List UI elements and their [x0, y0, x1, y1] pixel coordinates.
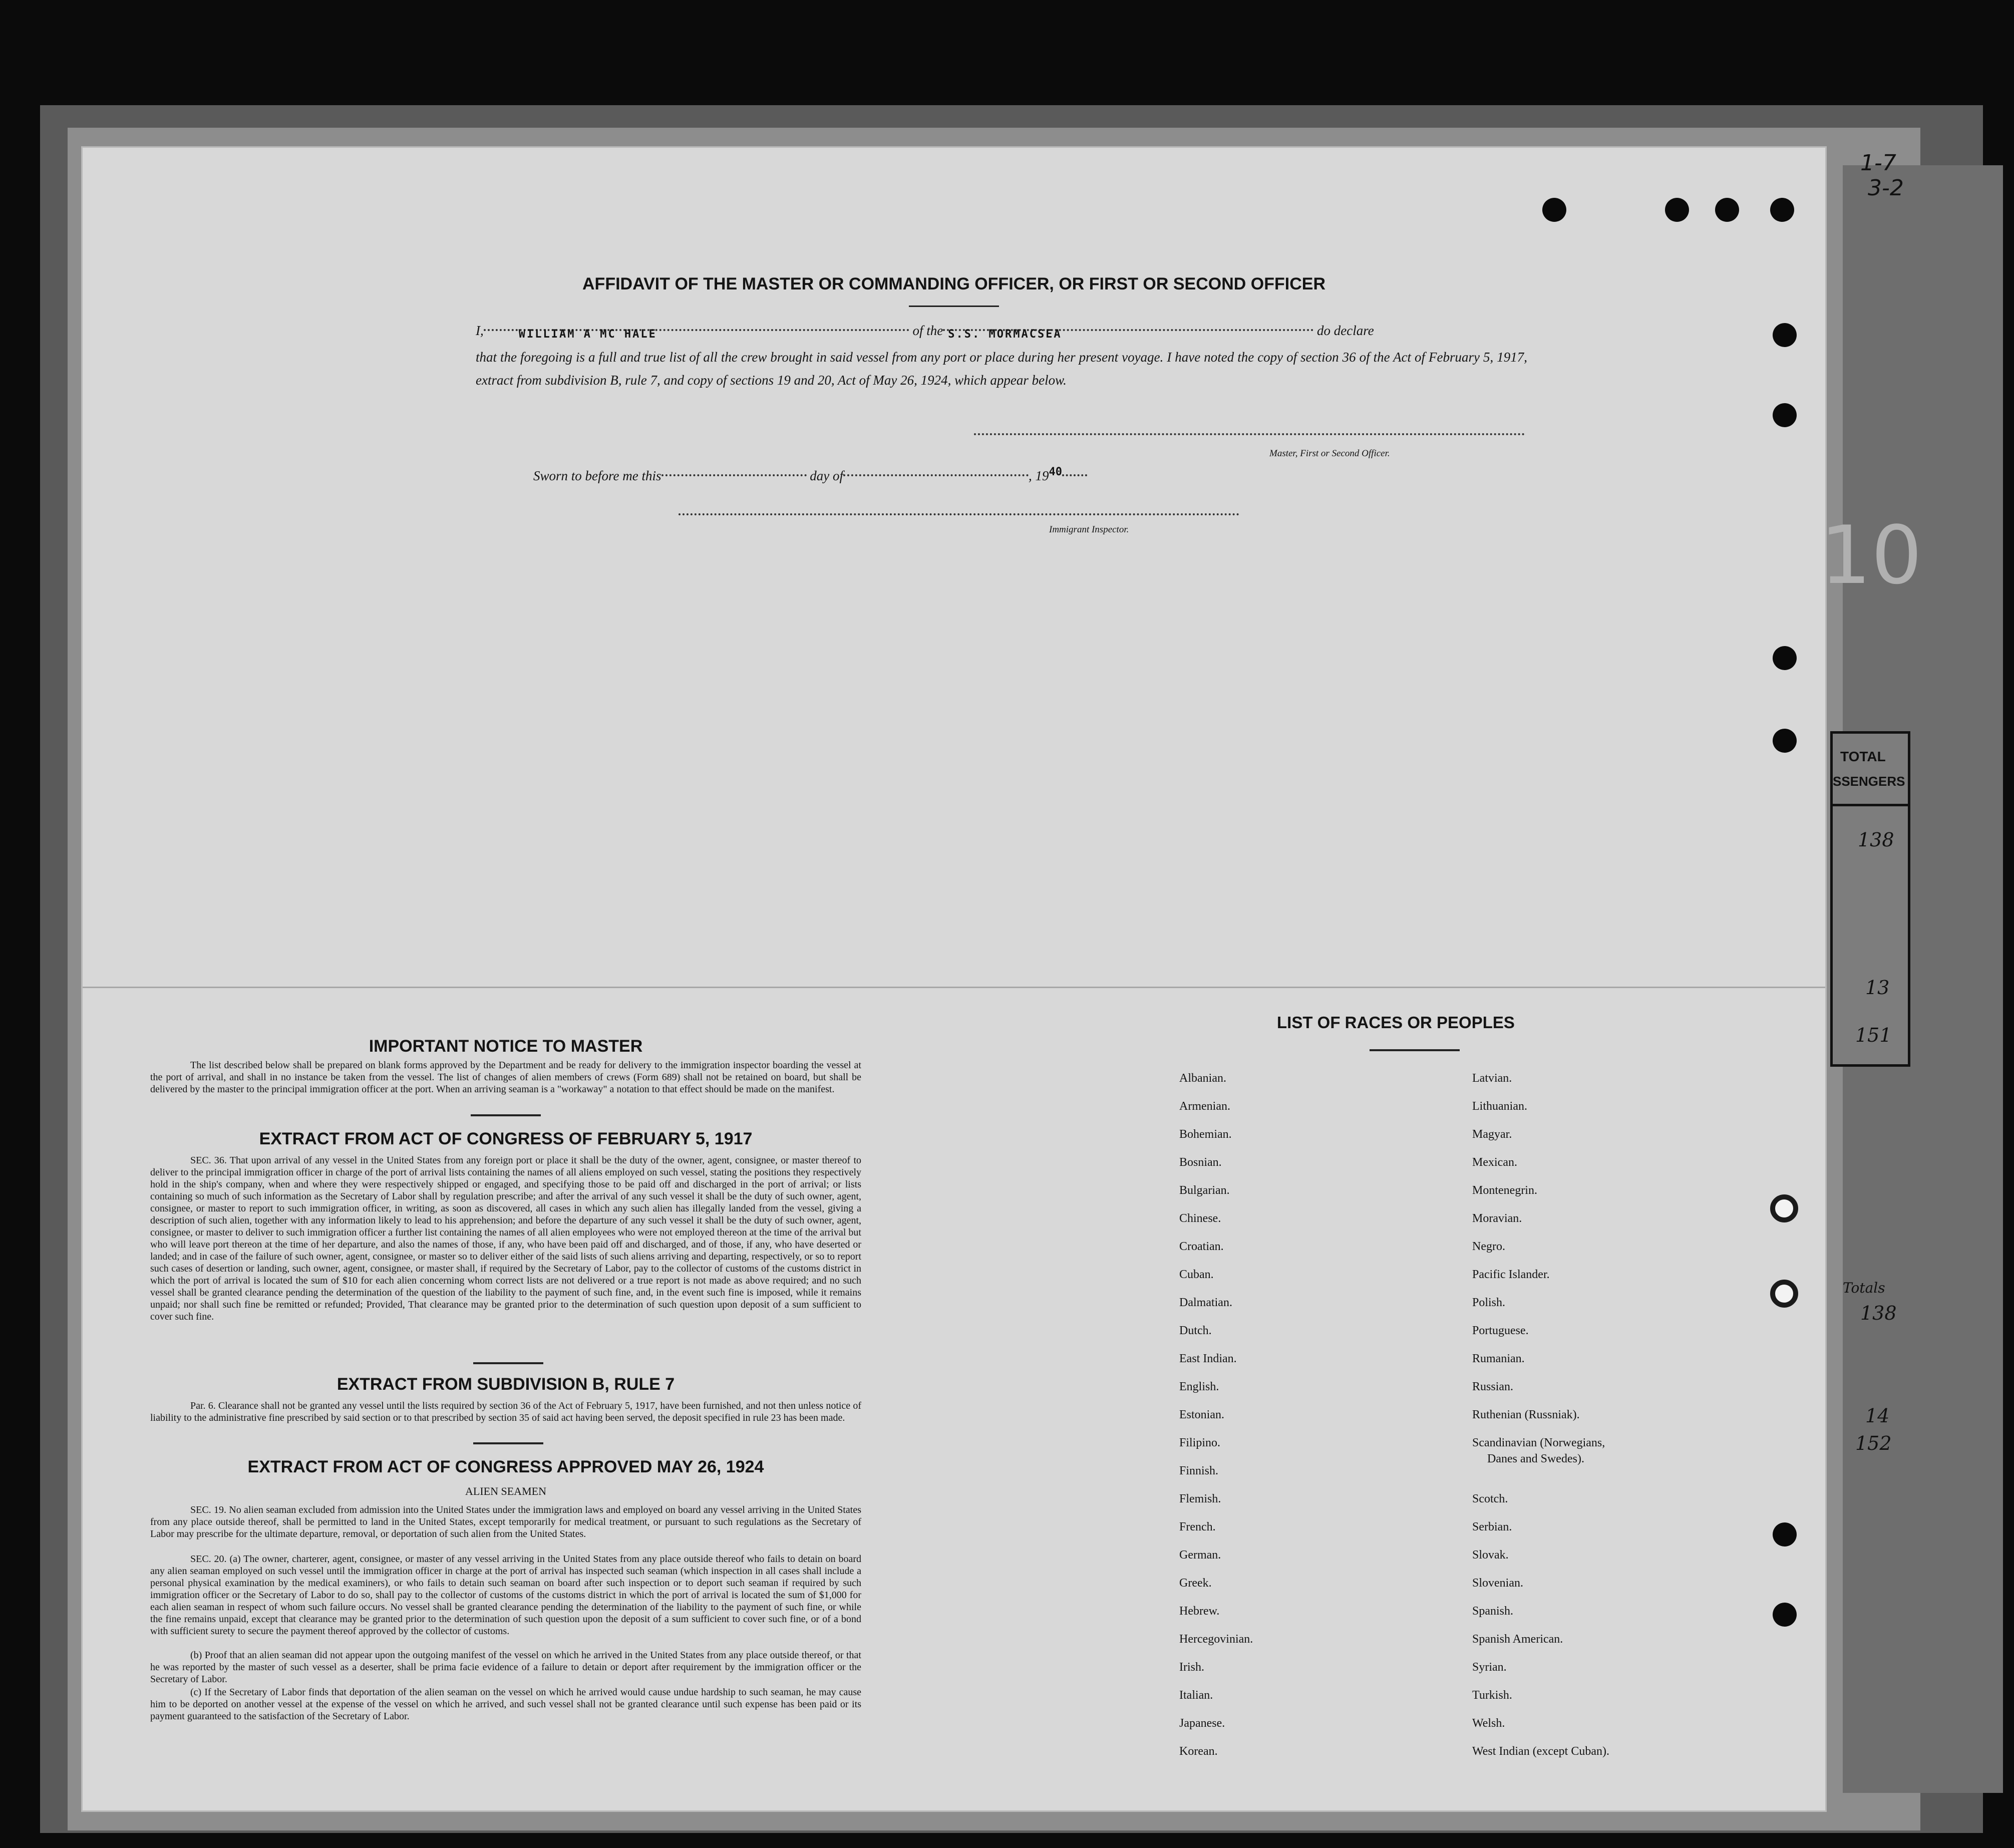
race-right-23: West Indian (except Cuban). — [1472, 1745, 1609, 1758]
inspector-caption: Immigrant Inspector. — [1049, 524, 1129, 535]
race-left-9: Dutch. — [1179, 1324, 1212, 1337]
race-right-17: Slovenian. — [1472, 1577, 1523, 1590]
vessel-name: S.S. MORMACSEA — [948, 328, 1062, 341]
title-rule — [909, 305, 999, 307]
punch-hole-ring — [1770, 1280, 1798, 1308]
inspector-signature-line — [679, 513, 1239, 515]
day-of-label: day of — [810, 468, 843, 483]
race-right-0: Latvian. — [1472, 1072, 1512, 1085]
race-right-8: Polish. — [1472, 1296, 1506, 1309]
race-right-5: Moravian. — [1472, 1212, 1522, 1225]
race-left-2: Bohemian. — [1179, 1128, 1232, 1141]
total-value-3: 151 — [1855, 1024, 1892, 1046]
sworn-line: Sworn to before me this day of , $19^{40}$ — [533, 468, 1284, 484]
race-right-9: Portuguese. — [1472, 1324, 1529, 1337]
race-right-19: Spanish American. — [1472, 1633, 1563, 1646]
notice-text: The list described below shall be prepared on blank forms approved by the Department and be ready for delivery to the immigration inspector boarding the vessel at the port of arrival, and shall in no instance be taken from the vessel. The list of changes of alien members of crews (Form 689) shall not be retained on board, but shall be delivered by the master to the principal immigration officer at the port. When an arriving seaman is a "workaway" a notation to that effect should be made on the manifest. — [150, 1060, 861, 1095]
race-left-10: East Indian. — [1179, 1352, 1237, 1365]
race-right-14: Scotch. — [1472, 1492, 1508, 1505]
do-declare-label: do declare — [1317, 323, 1374, 338]
page-fold-line — [83, 987, 1825, 988]
race-left-13: Filipino. — [1179, 1436, 1221, 1449]
race-left-12: Estonian. — [1179, 1408, 1224, 1421]
extract-rule7-text: Par. 6. Clearance shall not be granted any vessel until the lists required by section 36 of the Act of February 5, 1917, have been furnished, and not then unless notice of liability to the administrative fine prescribed by said section or to that prescribed by section 35 of said act having been served, the deposit specified in rule 23 has been made. — [150, 1400, 861, 1423]
faint-number: 10 — [1820, 508, 1922, 602]
race-left-3: Bosnian. — [1179, 1156, 1222, 1169]
race-left-20: Hercegovinian. — [1179, 1633, 1253, 1646]
punch-hole — [1773, 729, 1797, 753]
race-left-21: Irish. — [1179, 1661, 1204, 1674]
race-right-20: Syrian. — [1472, 1661, 1507, 1674]
declaration-line — [476, 323, 1527, 339]
race-left-23: Japanese. — [1179, 1717, 1225, 1730]
totals-header-2: SSENGERS — [1833, 774, 1905, 789]
race-right-15: Serbian. — [1472, 1520, 1512, 1533]
race-left-18: Greek. — [1179, 1577, 1212, 1590]
total-value-4: 138 — [1860, 1302, 1897, 1324]
year-suffix: 40 — [1049, 466, 1062, 478]
race-left-19: Hebrew. — [1179, 1605, 1220, 1618]
race-right-4: Montenegrin. — [1472, 1184, 1537, 1197]
punch-hole — [1773, 1603, 1797, 1627]
sworn-label: Sworn to before me this — [533, 468, 661, 483]
punch-hole — [1715, 198, 1739, 222]
extract-1924-title: EXTRACT FROM ACT OF CONGRESS APPROVED MAY 26, 1924 — [247, 1457, 764, 1476]
race-right-10: Rumanian. — [1472, 1352, 1525, 1365]
section-rule — [473, 1362, 543, 1364]
races-title-rule — [1370, 1049, 1460, 1051]
corner-mark-bottom: 3-2 — [1868, 175, 1904, 201]
race-left-7: Cuban. — [1179, 1268, 1214, 1281]
race-left-16: French. — [1179, 1520, 1216, 1533]
totals-box — [1830, 731, 1910, 1067]
alien-seamen-subtitle: ALIEN SEAMEN — [465, 1485, 546, 1497]
total-value-2: 13 — [1865, 977, 1890, 999]
races-title: LIST OF RACES OR PEOPLES — [1277, 1013, 1515, 1032]
punch-hole-ring — [1770, 1194, 1798, 1222]
race-right-3: Mexican. — [1472, 1156, 1517, 1169]
section-rule — [473, 1442, 543, 1444]
i-label: I, — [476, 323, 484, 338]
affidavit-body: that the foregoing is a full and true list of all the crew brought in said vessel from any port or place during her present voyage. I have noted the copy of section 36 of the Act of February 5, 1917, extract from subdivision B, rule 7, and copy of sections 19 and 20, Act of May 26, 1924, which appear below. — [476, 350, 1527, 388]
extract-1924-sec20b: (b) Proof that an alien seaman did not appear upon the outgoing manifest of the vessel on which he arrived in the United States from any place outside thereof, or that he was reported by the master of such vessel as a deserter, shall be prima facie evidence of a failure to detain or deport after requirement by the immigration officer or the Secretary of Labor. — [150, 1650, 861, 1685]
race-left-1: Armenian. — [1179, 1100, 1230, 1113]
race-left-22: Italian. — [1179, 1689, 1213, 1702]
race-left-11: English. — [1179, 1380, 1219, 1393]
race-left-15: Flemish. — [1179, 1492, 1221, 1505]
affidavit-title: AFFIDAVIT OF THE MASTER OR COMMANDING OFFICER, OR FIRST OR SECOND OFFICER — [582, 274, 1325, 293]
punch-hole — [1542, 198, 1566, 222]
race-left-0: Albanian. — [1179, 1072, 1226, 1085]
extract-1924-sec20c: (c) If the Secretary of Labor finds that deportation of the alien seaman on the vessel on which he arrived would cause undue hardship to such seaman, he may cause him to be deported on another vessel at the expense of the vessel on which he arrived, and such vessel shall not be granted clearance until such expense has been paid or its payment guaranteed to the satisfaction of the Secretary of Labor. — [150, 1687, 861, 1722]
race-right-22: Welsh. — [1472, 1717, 1505, 1730]
race-right-21: Turkish. — [1472, 1689, 1512, 1702]
race-left-8: Dalmatian. — [1179, 1296, 1232, 1309]
punch-hole — [1773, 323, 1797, 347]
race-right-2: Magyar. — [1472, 1128, 1512, 1141]
extract-1917-text: SEC. 36. That upon arrival of any vessel in the United States from any foreign port or place it shall be the duty of the owner, agent, consignee, or master thereof to deliver to the principal immigration officer in charge of the port of arrival lists containing the names of all aliens employed on such vessel, stating the positions they respectively hold in the ship's company, when and where they were respectively shipped or engaged, and specifying those to be paid off and discharged in the port of arrival; or lists containing so much of such information as the Secretary of Labor shall by regulation prescribe; and after the arrival of any such vessel it shall be the duty of such owner, agent, consignee, or master to report to such immigration officer, in writing, as soon as discovered, all cases in which any such alien has illegally landed from the vessel, giving a description of such alien, together with any information likely to lead to his apprehension; and before the departure of any such vessel it shall be the duty of such owner, agent, consignee, or master to deliver to such immigration officer a further list containing the names of all alien employees who were not employed thereon at the time of the arrival but who will leave port thereon at the time of her departure, and also the names of those, if any, who have been paid off and discharged, and of those, if any, who have deserted or landed; and in case of the failure of such owner, agent, consignee, or master so to deliver either of the said lists of such aliens arriving and departing, respectively, or so to report such cases of desertion or landing, such owner, agent, consignee, or master shall, if required by the Secretary of Labor, pay to the collector of customs of the customs district in which the port of arrival is located the sum of $10 for each alien concerning whom correct lists are not delivered or a true report is not made as above required; and no such vessel shall be granted clearance pending the determination of the question of the liability to the payment of such fine, and, in the event such fine is imposed, while it remains unpaid; nor shall such fine be remitted or refunded; Provided, That clearance may be granted prior to the determination of such question upon deposit of a sum sufficient to cover such fine. — [150, 1155, 861, 1322]
race-right-11: Russian. — [1472, 1380, 1514, 1393]
total-value-5: 14 — [1865, 1405, 1890, 1427]
extract-1924-sec20a: SEC. 20. (a) The owner, charterer, agent, consignee, or master of any vessel arriving in the United States from any place outside thereof who fails to detain on board any alien seaman employed on such vessel until the immigration officer in charge at the port of arrival has inspected such seaman (which inspection in all cases shall include a personal physical examination by the medical examiners), or who fails to detain such seaman on board after such inspection or to deport such seaman if required by such immigration officer or the Secretary of Labor to do so, shall pay to the collector of customs of the customs district in which the port of arrival is located the sum of $1,000 for each alien seaman in respect of whom such failure occurs. No vessel shall be granted clearance pending the determination of the liability to the payment of such fine, or while the fine remains unpaid, except that clearance may be granted prior to the determination of such question upon the deposit of a sum sufficient to cover such fine, or of a bond with sufficient surety to secure the payment thereof approved by the collector of customs. — [150, 1554, 861, 1637]
race-right-18: Spanish. — [1472, 1605, 1514, 1618]
race-right-16: Slovak. — [1472, 1549, 1509, 1562]
totals-label-2: Totals — [1843, 1280, 1885, 1296]
section-rule — [471, 1114, 541, 1116]
of-the-label: of the — [912, 323, 943, 338]
race-right-13-cont: Danes and Swedes). — [1487, 1452, 1584, 1465]
race-left-17: German. — [1179, 1549, 1221, 1562]
punch-hole — [1773, 1522, 1797, 1547]
race-right-7: Pacific Islander. — [1472, 1268, 1550, 1281]
punch-hole — [1770, 198, 1794, 222]
master-name: WILLIAM A MC HALE — [518, 328, 657, 341]
total-value-1: 138 — [1858, 829, 1894, 851]
signature-line — [974, 433, 1525, 435]
extract-1924-sec19: SEC. 19. No alien seaman excluded from admission into the United States under the immigration laws and employed on board any vessel arriving in the United States from any place outside thereof, shall be permitted to land in the United States, except temporarily for medical treatment, or pursuant to such regulations as the Secretary of Labor may prescribe for the ultimate departure, removal, or deportation of such alien from the United States. — [150, 1504, 861, 1539]
punch-hole — [1773, 403, 1797, 427]
punch-hole — [1665, 198, 1689, 222]
extract-rule7-title: EXTRACT FROM SUBDIVISION B, RULE 7 — [337, 1375, 675, 1394]
race-right-6: Negro. — [1472, 1240, 1505, 1253]
punch-hole — [1773, 646, 1797, 670]
corner-mark-top: 1-7 — [1860, 150, 1896, 176]
race-right-13: Scandinavian (Norwegians, — [1472, 1436, 1605, 1449]
race-left-14: Finnish. — [1179, 1464, 1219, 1477]
year-prefix: 19 — [1035, 468, 1049, 483]
extract-1917-title: EXTRACT FROM ACT OF CONGRESS OF FEBRUARY 5, 1917 — [259, 1129, 753, 1148]
signature-caption: Master, First or Second Officer. — [1269, 448, 1390, 459]
race-left-4: Bulgarian. — [1179, 1184, 1230, 1197]
totals-header-1: TOTAL — [1840, 749, 1886, 764]
totals-divider — [1833, 804, 1908, 806]
race-left-6: Croatian. — [1179, 1240, 1224, 1253]
notice-title: IMPORTANT NOTICE TO MASTER — [369, 1037, 643, 1056]
race-right-12: Ruthenian (Russniak). — [1472, 1408, 1580, 1421]
race-left-24: Korean. — [1179, 1745, 1218, 1758]
total-value-6: 152 — [1855, 1432, 1892, 1454]
race-left-5: Chinese. — [1179, 1212, 1221, 1225]
race-right-1: Lithuanian. — [1472, 1100, 1527, 1113]
